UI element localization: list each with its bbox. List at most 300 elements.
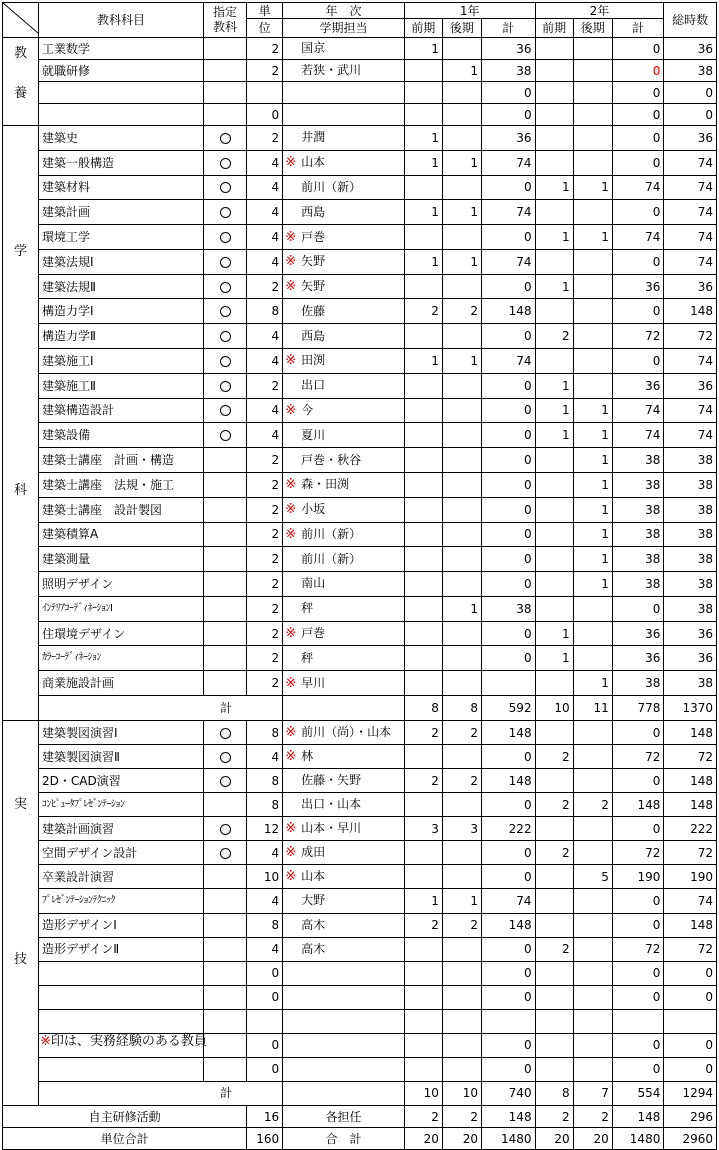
designated-cell xyxy=(203,448,246,473)
units-cell: 4 xyxy=(247,841,283,865)
subject-name: 住環境デザイン xyxy=(39,621,204,646)
hours-total: 0 xyxy=(664,104,717,126)
designated-cell xyxy=(203,249,246,274)
header-y2-total: 計 xyxy=(612,19,664,38)
hours-y2b xyxy=(573,60,612,82)
units-cell: 4 xyxy=(247,324,283,349)
hours-y2t: 0 xyxy=(612,60,664,82)
subtotal-teacher xyxy=(283,695,405,720)
units-cell: 0 xyxy=(247,985,283,1009)
hours-total: 36 xyxy=(664,38,717,60)
teacher-name: 高木 xyxy=(301,917,326,932)
circle-icon xyxy=(220,728,231,739)
kome-mark-icon: ※ xyxy=(285,229,297,245)
hours-y2b xyxy=(573,621,612,646)
hours-y2a: 1 xyxy=(535,274,573,299)
table-row xyxy=(3,913,717,937)
hours-y2a xyxy=(535,1033,573,1057)
subject-name: 建築製図演習Ⅱ xyxy=(39,745,204,769)
kome-mark-icon: ※ xyxy=(285,402,297,418)
hours-y2a xyxy=(535,497,573,522)
hours-y1a xyxy=(404,547,442,572)
hours-total: 36 xyxy=(664,646,717,671)
hours-y2a: 1 xyxy=(535,646,573,671)
designated-cell xyxy=(203,769,246,793)
hours-y1a: 3 xyxy=(404,817,442,841)
designated-cell xyxy=(203,522,246,547)
teacher-cell xyxy=(283,126,405,151)
hours-y2b xyxy=(573,349,612,374)
designated-cell xyxy=(203,175,246,200)
units-cell: 8 xyxy=(247,793,283,817)
table-row xyxy=(3,324,717,349)
hours-y1a xyxy=(404,398,442,423)
hours-y2b: 1 xyxy=(573,423,612,448)
hours-y2a: 2 xyxy=(535,841,573,865)
summary-teacher: 合 計 xyxy=(283,1128,405,1150)
teacher-cell xyxy=(283,745,405,769)
circle-icon xyxy=(220,752,231,763)
designated-cell xyxy=(203,961,246,985)
hours-y1b: 1 xyxy=(442,889,481,913)
hours-y1a: 1 xyxy=(404,889,442,913)
summary-total: 296 xyxy=(664,1106,717,1128)
hours-y1a xyxy=(404,937,442,961)
subject-name: 工業数学 xyxy=(39,38,204,60)
teacher-name: 井潤 xyxy=(301,130,326,145)
summary-total: 2960 xyxy=(664,1128,717,1150)
hours-y1b xyxy=(442,448,481,473)
kome-mark-icon: ※ xyxy=(285,353,297,369)
hours-y1t: 0 xyxy=(482,175,536,200)
summary-y2b: 20 xyxy=(573,1128,612,1150)
subtotal-y1a: 10 xyxy=(404,1081,442,1105)
designated-cell xyxy=(203,497,246,522)
teacher-name: 田渕 xyxy=(301,353,326,368)
hours-y2a xyxy=(535,961,573,985)
subject-name: 建築法規Ⅱ xyxy=(39,274,204,299)
hours-y1a xyxy=(404,572,442,597)
hours-y1t: 0 xyxy=(482,985,536,1009)
units-cell: 4 xyxy=(247,225,283,250)
subtotal-label: 計 xyxy=(39,1081,283,1105)
hours-total: 74 xyxy=(664,225,717,250)
hours-y1a: 2 xyxy=(404,299,442,324)
hours-y2a xyxy=(535,522,573,547)
table-row xyxy=(3,60,717,82)
hours-total: 0 xyxy=(664,82,717,104)
hours-y2b xyxy=(573,841,612,865)
hours-y2b xyxy=(573,1009,612,1033)
teacher-name: 戸巻・秋谷 xyxy=(301,452,362,467)
hours-y1b xyxy=(442,497,481,522)
hours-total: 148 xyxy=(664,793,717,817)
hours-y2t: 38 xyxy=(612,448,664,473)
hours-y1a xyxy=(404,175,442,200)
footnote-text: 印は、実務経験のある教員 xyxy=(50,1034,207,1049)
hours-y1a xyxy=(404,82,442,104)
hours-y1a: 1 xyxy=(404,38,442,60)
hours-y2a xyxy=(535,82,573,104)
units-cell: 4 xyxy=(247,150,283,175)
subject-name: 建築計画演習 xyxy=(39,817,204,841)
hours-y2t: 0 xyxy=(612,1057,664,1081)
teacher-name: 西島 xyxy=(301,328,326,343)
hours-y1t: 38 xyxy=(482,596,536,621)
hours-y2t: 190 xyxy=(612,865,664,889)
table-row xyxy=(3,82,717,104)
units-cell: 0 xyxy=(247,104,283,126)
hours-total: 74 xyxy=(664,249,717,274)
hours-y1a xyxy=(404,793,442,817)
teacher-cell xyxy=(283,225,405,250)
circle-icon xyxy=(220,158,231,169)
hours-y2b xyxy=(573,126,612,151)
circle-icon xyxy=(220,282,231,293)
subject-name: 建築材料 xyxy=(39,175,204,200)
circle-icon xyxy=(220,133,231,144)
units-cell: 4 xyxy=(247,937,283,961)
designated-cell xyxy=(203,671,246,696)
hours-y1a xyxy=(404,472,442,497)
hours-y1b xyxy=(442,572,481,597)
teacher-cell xyxy=(283,522,405,547)
units-cell: 4 xyxy=(247,423,283,448)
hours-y2a xyxy=(535,299,573,324)
hours-y1b xyxy=(442,671,481,696)
hours-total: 190 xyxy=(664,865,717,889)
hours-y2a xyxy=(535,547,573,572)
kome-mark-icon: ※ xyxy=(285,845,297,861)
units-cell: 2 xyxy=(247,274,283,299)
category-cell xyxy=(3,38,39,126)
hours-y2t: 38 xyxy=(612,497,664,522)
hours-y2b: 1 xyxy=(573,547,612,572)
teacher-name: 佐藤・矢野 xyxy=(301,773,362,788)
summary-y1a: 20 xyxy=(404,1128,442,1150)
hours-y2a xyxy=(535,889,573,913)
corner-cell xyxy=(3,3,39,38)
subtotal-y2a: 8 xyxy=(535,1081,573,1105)
hours-total: 148 xyxy=(664,299,717,324)
hours-y1t: 0 xyxy=(482,373,536,398)
hours-total: 74 xyxy=(664,200,717,225)
hours-y1a xyxy=(404,324,442,349)
teacher-cell xyxy=(283,671,405,696)
hours-y2t: 36 xyxy=(612,621,664,646)
hours-y1t: 0 xyxy=(482,961,536,985)
teacher-cell xyxy=(283,817,405,841)
teacher-name: 出口 xyxy=(301,378,326,393)
hours-y2t: 0 xyxy=(612,299,664,324)
hours-y1b xyxy=(442,324,481,349)
designated-cell xyxy=(203,349,246,374)
teacher-cell xyxy=(283,1009,405,1033)
hours-total: 74 xyxy=(664,889,717,913)
hours-y2b xyxy=(573,745,612,769)
hours-y1b: 2 xyxy=(442,913,481,937)
table-row xyxy=(3,104,717,126)
hours-y2t: 0 xyxy=(612,985,664,1009)
designated-cell xyxy=(203,60,246,82)
hours-total: 74 xyxy=(664,150,717,175)
units-cell: 4 xyxy=(247,200,283,225)
units-cell: 4 xyxy=(247,249,283,274)
hours-y1b: 1 xyxy=(442,60,481,82)
circle-icon xyxy=(220,182,231,193)
designated-cell xyxy=(203,423,246,448)
hours-y1t: 0 xyxy=(482,472,536,497)
header-subject: 教科科目 xyxy=(39,3,204,38)
hours-y2t: 38 xyxy=(612,547,664,572)
teacher-cell xyxy=(283,324,405,349)
hours-y2t: 0 xyxy=(612,721,664,745)
units-cell: 0 xyxy=(247,961,283,985)
hours-y1a xyxy=(404,961,442,985)
header-y1-second: 後期 xyxy=(442,19,481,38)
units-cell: 2 xyxy=(247,126,283,151)
circle-icon xyxy=(220,232,231,243)
hours-y1b xyxy=(442,841,481,865)
teacher-name: 山本 xyxy=(301,155,326,170)
hours-y1b xyxy=(442,82,481,104)
hours-y1a xyxy=(404,373,442,398)
subject-name xyxy=(39,82,204,104)
hours-y2t: 38 xyxy=(612,522,664,547)
teacher-name: 出口・山本 xyxy=(301,797,362,812)
teacher-name: 矢野 xyxy=(301,254,326,269)
hours-total: 72 xyxy=(664,841,717,865)
hours-y2b xyxy=(573,817,612,841)
hours-y1t: 0 xyxy=(482,423,536,448)
header-units-1: 単 xyxy=(247,3,283,19)
circle-icon xyxy=(220,848,231,859)
hours-y2t xyxy=(612,1009,664,1033)
table-row xyxy=(3,745,717,769)
units-cell: 2 xyxy=(247,472,283,497)
subtotal-y2t: 554 xyxy=(612,1081,664,1105)
category-label: 実 xyxy=(14,797,28,812)
teacher-name: 前川（新） xyxy=(301,526,362,541)
header-y2-second: 後期 xyxy=(573,19,612,38)
hours-y1t: 0 xyxy=(482,324,536,349)
hours-y1t: 74 xyxy=(482,249,536,274)
summary-y1t: 1480 xyxy=(482,1128,536,1150)
kome-mark-icon: ※ xyxy=(285,626,297,642)
designated-cell xyxy=(203,865,246,889)
table-row xyxy=(3,596,717,621)
units-cell: 2 xyxy=(247,373,283,398)
designated-cell xyxy=(203,793,246,817)
hours-y1t: 0 xyxy=(482,745,536,769)
hours-y1a: 1 xyxy=(404,126,442,151)
hours-y2t: 0 xyxy=(612,150,664,175)
category-label: 養 xyxy=(14,86,28,101)
teacher-cell xyxy=(283,423,405,448)
designated-cell xyxy=(203,572,246,597)
hours-y2a: 1 xyxy=(535,423,573,448)
hours-y2a xyxy=(535,721,573,745)
hours-y1t: 0 xyxy=(482,841,536,865)
hours-total: 72 xyxy=(664,324,717,349)
hours-y1b xyxy=(442,745,481,769)
header-grand-total: 総時数 xyxy=(664,3,717,38)
hours-y1b xyxy=(442,225,481,250)
hours-y2t: 38 xyxy=(612,671,664,696)
designated-cell xyxy=(203,398,246,423)
table-row xyxy=(3,621,717,646)
hours-total: 36 xyxy=(664,126,717,151)
table-row xyxy=(3,274,717,299)
hours-y2a xyxy=(535,817,573,841)
hours-y2b xyxy=(573,249,612,274)
subtotal-row xyxy=(3,695,717,720)
subject-name xyxy=(39,961,204,985)
hours-y1t: 36 xyxy=(482,126,536,151)
table-row xyxy=(3,646,717,671)
hours-y1t: 222 xyxy=(482,817,536,841)
teacher-cell xyxy=(283,249,405,274)
hours-y1a xyxy=(404,985,442,1009)
hours-y1t: 0 xyxy=(482,646,536,671)
hours-total: 36 xyxy=(664,621,717,646)
kome-mark-icon: ※ xyxy=(285,155,297,171)
teacher-name: 林 xyxy=(301,749,314,764)
summary-label: 自主研修活動 xyxy=(3,1106,247,1128)
units-cell: 2 xyxy=(247,60,283,82)
kome-mark-icon: ※ xyxy=(40,1034,51,1049)
hours-total: 72 xyxy=(664,745,717,769)
hours-y1t: 0 xyxy=(482,793,536,817)
circle-icon xyxy=(220,381,231,392)
teacher-cell xyxy=(283,472,405,497)
designated-cell xyxy=(203,225,246,250)
hours-y2b: 1 xyxy=(573,497,612,522)
hours-total: 74 xyxy=(664,175,717,200)
hours-total xyxy=(664,1009,717,1033)
hours-y1b xyxy=(442,1057,481,1081)
hours-y2t: 0 xyxy=(612,349,664,374)
table-row xyxy=(3,472,717,497)
teacher-name: 高木 xyxy=(301,941,326,956)
circle-icon xyxy=(220,356,231,367)
hours-y1a xyxy=(404,646,442,671)
table-row xyxy=(3,817,717,841)
teacher-cell xyxy=(283,398,405,423)
hours-y1a xyxy=(404,522,442,547)
hours-y2b xyxy=(573,769,612,793)
teacher-cell xyxy=(283,175,405,200)
designated-cell xyxy=(203,1033,246,1057)
hours-y1t xyxy=(482,671,536,696)
designated-cell xyxy=(203,104,246,126)
hours-y2t: 0 xyxy=(612,596,664,621)
teacher-cell xyxy=(283,373,405,398)
teacher-name: 大野 xyxy=(301,893,326,908)
summary-y1b: 20 xyxy=(442,1128,481,1150)
hours-total: 0 xyxy=(664,1033,717,1057)
circle-icon xyxy=(220,430,231,441)
hours-y2t: 0 xyxy=(612,249,664,274)
hours-y2t: 0 xyxy=(612,913,664,937)
hours-y2a xyxy=(535,38,573,60)
teacher-name: 山本 xyxy=(301,869,326,884)
subject-name: 建築製図演習Ⅰ xyxy=(39,721,204,745)
subject-name: 就職研修 xyxy=(39,60,204,82)
hours-y1a: 1 xyxy=(404,200,442,225)
designated-cell xyxy=(203,150,246,175)
hours-y2b xyxy=(573,721,612,745)
hours-y1t: 74 xyxy=(482,349,536,374)
table-row xyxy=(3,349,717,374)
subject-name: 環境工学 xyxy=(39,225,204,250)
units-cell: 2 xyxy=(247,572,283,597)
table-row xyxy=(3,299,717,324)
designated-cell xyxy=(203,200,246,225)
hours-y1b: 3 xyxy=(442,817,481,841)
hours-y1b: 1 xyxy=(442,249,481,274)
hours-y2a: 2 xyxy=(535,793,573,817)
hours-y2b: 1 xyxy=(573,472,612,497)
subject-name: 建築測量 xyxy=(39,547,204,572)
subtotal-y2b: 11 xyxy=(573,695,612,720)
hours-y2b: 1 xyxy=(573,398,612,423)
header-y1-first: 前期 xyxy=(404,19,442,38)
hours-y1b xyxy=(442,1033,481,1057)
hours-y1a: 2 xyxy=(404,769,442,793)
subject-name: 2D・CAD演習 xyxy=(39,769,204,793)
hours-y2b xyxy=(573,985,612,1009)
table-row xyxy=(3,547,717,572)
header-y2-first: 前期 xyxy=(535,19,573,38)
hours-y2t: 72 xyxy=(612,841,664,865)
hours-y2t: 74 xyxy=(612,175,664,200)
hours-total: 38 xyxy=(664,572,717,597)
header-row-1 xyxy=(3,3,717,19)
teacher-cell xyxy=(283,937,405,961)
summary-y2a: 20 xyxy=(535,1128,573,1150)
hours-y1a: 1 xyxy=(404,249,442,274)
subject-name: 建築計画 xyxy=(39,200,204,225)
subject-name: 建築士講座 法規・施工 xyxy=(39,472,204,497)
units-cell xyxy=(247,82,283,104)
hours-y1b: 1 xyxy=(442,349,481,374)
hours-y2b xyxy=(573,274,612,299)
hours-y1b: 2 xyxy=(442,299,481,324)
hours-y2a xyxy=(535,572,573,597)
teacher-cell xyxy=(283,721,405,745)
hours-y2b: 1 xyxy=(573,448,612,473)
teacher-cell xyxy=(283,865,405,889)
hours-y2a xyxy=(535,769,573,793)
subject-name: 建築士講座 計画・構造 xyxy=(39,448,204,473)
hours-y2b xyxy=(573,299,612,324)
hours-y1t: 0 xyxy=(482,104,536,126)
table-row xyxy=(3,721,717,745)
hours-y2a xyxy=(535,1009,573,1033)
hours-y1b: 2 xyxy=(442,721,481,745)
hours-y2a: 1 xyxy=(535,225,573,250)
teacher-name: 佐藤 xyxy=(301,303,326,318)
designated-cell xyxy=(203,596,246,621)
hours-y1b xyxy=(442,398,481,423)
subject-name: ｲﾝﾃﾘｱｺｰﾃﾞｨﾈｰｼｮﾝⅠ xyxy=(39,596,204,621)
teacher-name: 今 xyxy=(301,402,314,417)
designated-cell xyxy=(203,621,246,646)
hours-total: 38 xyxy=(664,497,717,522)
hours-y1a xyxy=(404,671,442,696)
units-cell: 8 xyxy=(247,913,283,937)
